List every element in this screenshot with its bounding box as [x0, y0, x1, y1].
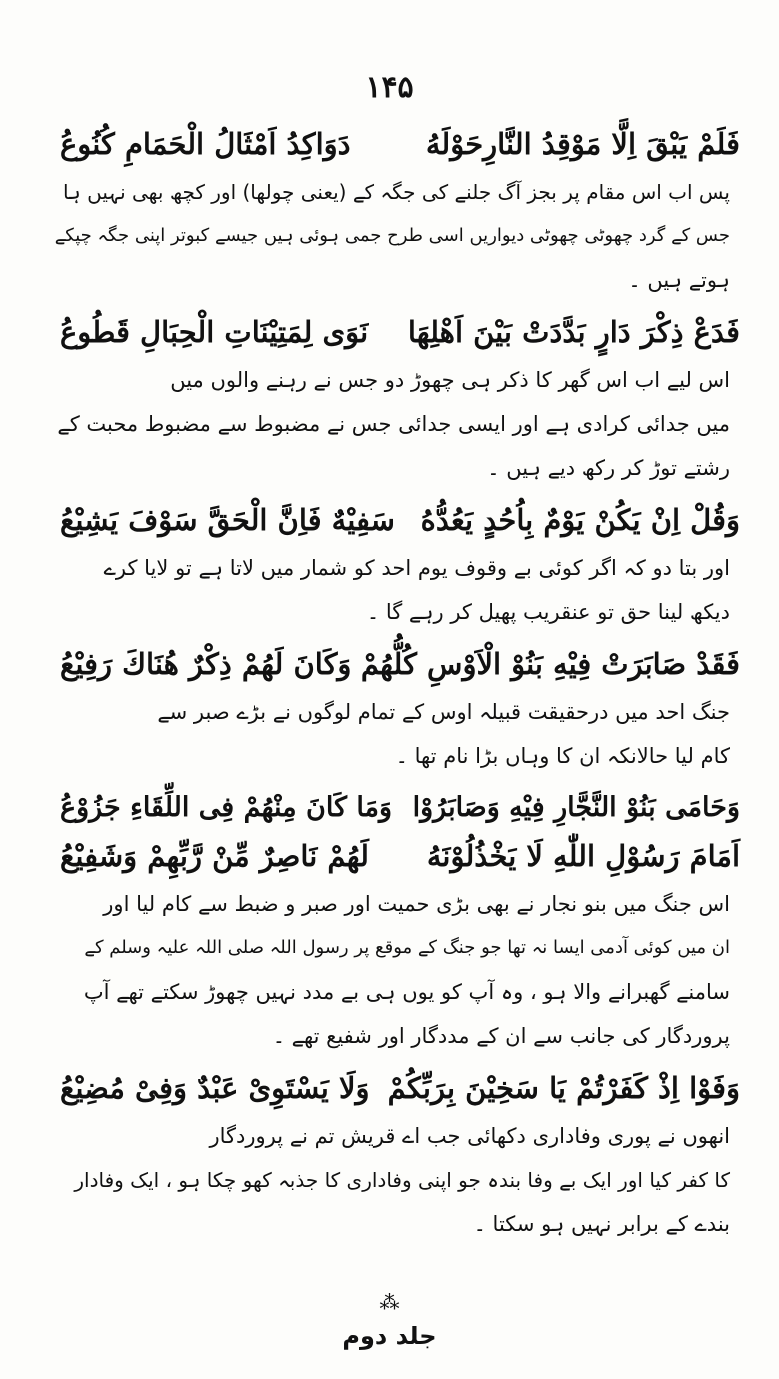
volume-footer: جلد دوم: [342, 1322, 437, 1350]
translation-line: ان میں کوئی آدمی ایسا نہ تھا جو جنگ کے موقع پر رسول اللہ صلی اللہ علیہ وسلم کے: [84, 937, 730, 958]
second-hemistich: دَوَاكِدُ اَمْثَالُ الْحَمَامِ كُنُوعُ: [60, 127, 351, 161]
translation-block: [54, 170, 730, 302]
second-hemistich: وَلَا يَسْتَوِىْ عَبْدٌ وَفِىْ مُضِيْعُ: [60, 1071, 370, 1105]
first-hemistich: وَحَامَى بَنُوْ النَّجَّارِ فِيْهِ وَصَابَرُوْا: [412, 792, 740, 823]
translation-block: [60, 1114, 730, 1246]
translation-line: اس جنگ میں بنو نجار نے بھی بڑی حمیت اور صبر و ضبط سے کام لیا اور: [103, 892, 730, 916]
verse-line: [60, 122, 740, 166]
first-hemistich: فَقَدْ صَابَرَتْ فِيْهِ بَنُوْ الْاَوْسِ كُلُّهُمْ: [360, 647, 740, 681]
translation-block: [57, 358, 730, 490]
translation-line: میں جدائی کرادی ہے اور ایسی جدائی جس نے مضبوط سے مضبوط محبت کے: [57, 412, 730, 436]
second-hemistich: لَهُمْ نَاصِرٌ مِّنْ رَّبِّهِمْ وَشَفِيْعُ: [60, 839, 369, 873]
translation-line: اس لیے اب اس گھر کا ذکر ہی چھوڑ دو جس نے رہنے والوں میں: [170, 368, 730, 392]
verse-line: [60, 310, 740, 354]
end-ornament: ⁂: [379, 1290, 400, 1314]
translation-block: [60, 546, 730, 634]
first-hemistich: اَمَامَ رَسُوْلِ اللّٰهِ لَا يَخْذُلُوْنَهُ: [426, 839, 740, 873]
first-hemistich: وَقُلْ اِنْ يَكُنْ يَوْمٌ بِاُحُدٍ يَعُدُّهُ: [420, 503, 740, 537]
verse-line: [60, 834, 740, 878]
translation-line: کام لیا حالانکہ ان کا وہاں بڑا نام تھا ۔: [395, 744, 730, 768]
first-hemistich: فَلَمْ يَبْقَ اِلَّا مَوْقِدُ النَّارِحَوْلَهُ: [425, 127, 740, 161]
second-hemistich: نَوَى لِمَتِيْنَاتِ الْحِبَالِ قَطُوعُ: [60, 315, 369, 349]
page-number: ١۴۵: [365, 70, 414, 105]
translation-line: جنگ احد میں درحقیقت قبیلہ اوس کے تمام لوگوں نے بڑے صبر سے: [157, 700, 730, 724]
verse-line: [60, 642, 740, 686]
translation-line: پس اب اس مقام پر بجز آگ جلنے کی جگہ کے (یعنی چولھا) اور کچھ بھی نہیں ہا: [62, 180, 730, 204]
translation-line: جس کے گرد چھوٹی چھوٹی دیواریں اسی طرح جمی ہوئی ہیں جیسے کبوتر اپنی جگہ چپکے: [54, 225, 730, 246]
first-hemistich: وَفَوْا اِذْ كَفَرْتُمْ يَا سَخِيْنَ بِرَبِّكُمْ: [387, 1071, 740, 1105]
translation-line: سامنے گھبرانے والا ہو ، وہ آپ کو یوں ہی بے مدد نہیں چھوڑ سکتے تھے آپ: [83, 980, 730, 1004]
translation-block: [60, 882, 730, 1058]
first-hemistich: فَدَعْ ذِكْرَ دَارٍ بَدَّدَتْ بَيْنَ اَهْلِهَا: [407, 315, 740, 349]
translation-line: ہوتے ہیں ۔: [628, 268, 730, 292]
poem-body: [54, 122, 740, 1254]
second-hemistich: وَكَانَ لَهُمْ ذِكْرٌ هُنَاكَ رَفِيْعُ: [60, 647, 352, 681]
translation-line: کا کفر کیا اور ایک بے وفا بندہ جو اپنی وفاداری کا جذبہ کھو چکا ہو ، ایک وفادار: [74, 1168, 730, 1192]
translation-line: بندے کے برابر نہیں ہو سکتا ۔: [473, 1212, 730, 1236]
translation-line: پروردگار کی جانب سے ان کے مددگار اور شفیع تھے ۔: [272, 1024, 730, 1048]
translation-line: اور بتا دو کہ اگر کوئی بے وقوف یوم احد کو شمار میں لاتا ہے تو لایا کرے: [103, 556, 730, 580]
translation-line: انھوں نے پوری وفاداری دکھائی جب اے قریش تم نے پروردگار: [209, 1124, 730, 1148]
second-hemistich: وَمَا كَانَ مِنْهُمْ فِى اللِّقَاءِ جَزُوْعُ: [60, 792, 393, 823]
translation-line: رشتے توڑ کر رکھ دیے ہیں ۔: [487, 456, 730, 480]
second-hemistich: سَفِيْهٌ فَاِنَّ الْحَقَّ سَوْفَ يَشِيْعُ: [60, 503, 395, 537]
verse-line: [60, 786, 740, 830]
translation-line: دیکھ لینا حق تو عنقریب پھیل کر رہے گا ۔: [366, 600, 730, 624]
verse-line: [60, 1066, 740, 1110]
translation-block: [60, 690, 730, 778]
verse-line: [60, 498, 740, 542]
